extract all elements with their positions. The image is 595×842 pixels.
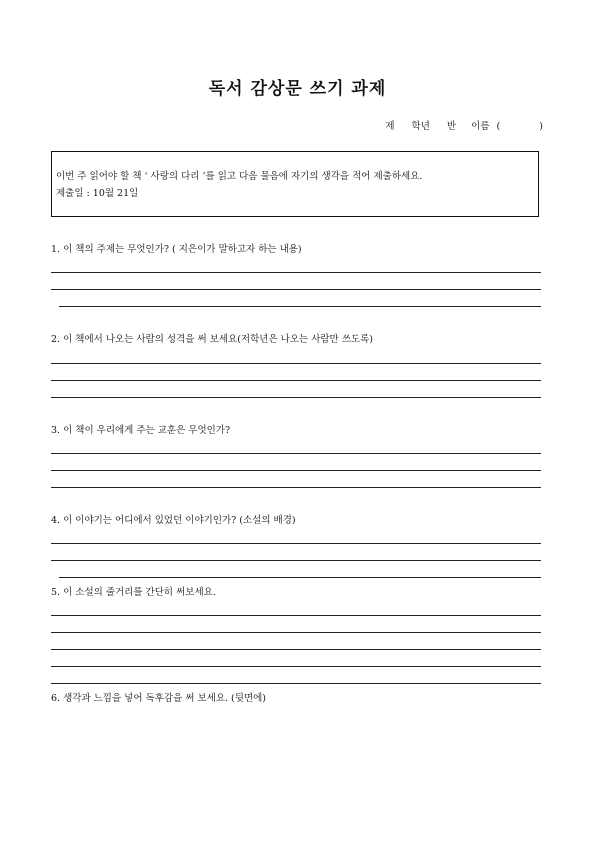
question-4: 4. 이 이야기는 어디에서 있었던 이야기인가? (소설의 배경) [51,515,296,526]
name-paren-close: ) [539,121,543,132]
answer-line-5e[interactable] [51,683,541,684]
name-paren-open: ( [496,121,501,132]
answer-line-1b[interactable] [51,289,541,290]
answer-line-4a[interactable] [51,543,541,544]
answer-line-5a[interactable] [51,615,541,616]
answer-line-3b[interactable] [51,470,541,471]
class-label: 반 [446,121,457,132]
student-info-line [385,118,543,132]
question-1: 1. 이 책의 주제는 무엇인가? ( 지은이가 말하고자 하는 내용) [51,244,302,255]
answer-line-2a[interactable] [51,363,541,364]
page-title: 독서 감상문 쓰기 과제 [208,79,387,99]
answer-line-5b[interactable] [51,632,541,633]
answer-line-2b[interactable] [51,380,541,381]
due-date: 제출일 : 10월 21일 [56,188,139,199]
question-3: 3. 이 책이 우리에게 주는 교훈은 무엇인가? [51,425,231,436]
question-5: 5. 이 소설의 줄거리를 간단히 써보세요. [51,587,216,598]
question-6: 6. 생각과 느낌을 넣어 독후감을 써 보세요. (뒷면에) [51,693,266,704]
instruction-text: 이번 주 읽어야 할 책 ‘ 사랑의 다리 ’를 읽고 다음 물음에 자기의 생각을 적어 제출하세요. [56,171,423,182]
answer-line-3a[interactable] [51,453,541,454]
answer-line-2c[interactable] [51,397,541,398]
answer-line-1a[interactable] [51,272,541,273]
name-label: 이름 [471,121,490,132]
grade-label: 학년 [411,121,430,132]
answer-line-5d[interactable] [51,666,541,667]
answer-line-3c[interactable] [51,487,541,488]
answer-line-1c[interactable] [59,306,541,307]
answer-line-5c[interactable] [51,649,541,650]
answer-line-4b[interactable] [51,560,541,561]
instruction-box [51,151,539,217]
grade-prefix: 제 [385,121,395,132]
answer-line-4c[interactable] [59,577,541,578]
question-2: 2. 이 책에서 나오는 사람의 성격을 써 보세요(저학년은 나오는 사람만 쓰도록) [51,334,373,345]
